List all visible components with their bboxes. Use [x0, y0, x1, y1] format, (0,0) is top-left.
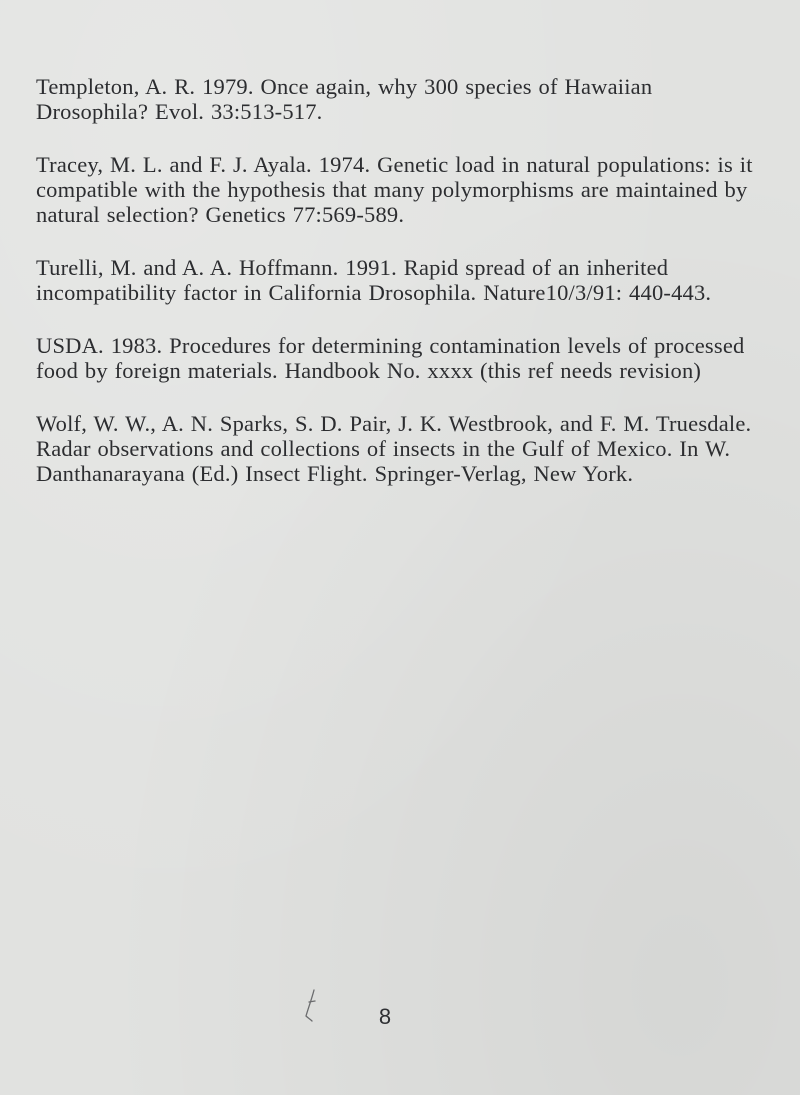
- reference-list: [36, 74, 766, 514]
- reference-entry: Turelli, M. and A. A. Hoffmann. 1991. Rapid spread of an inherited incompatibility factor in California Drosophila. Nature10/3/91: 440-443.: [36, 255, 712, 305]
- reference-entry: USDA. 1983. Procedures for determining contamination levels of processed food by foreign materials. Handbook No. xxxx (this ref needs revision): [36, 333, 745, 383]
- reference-entry: Tracey, M. L. and F. J. Ayala. 1974. Genetic load in natural populations: is it compatible with the hypothesis that many polymorphisms are maintained by natural selection? Genetics 77:569-589.: [36, 152, 753, 227]
- pencil-mark: [300, 988, 324, 1028]
- reference-entry: Templeton, A. R. 1979. Once again, why 300 species of Hawaiian Drosophila? Evol. 33:513-517.: [36, 74, 653, 124]
- page-number: 8: [378, 1004, 392, 1029]
- reference-entry: Wolf, W. W., A. N. Sparks, S. D. Pair, J. K. Westbrook, and F. M. Truesdale. Radar observations and collections of insects in the Gulf of Mexico. In W. Danthanarayana (Ed.) Insect Flight. Springer-Verlag, New York.: [36, 411, 752, 486]
